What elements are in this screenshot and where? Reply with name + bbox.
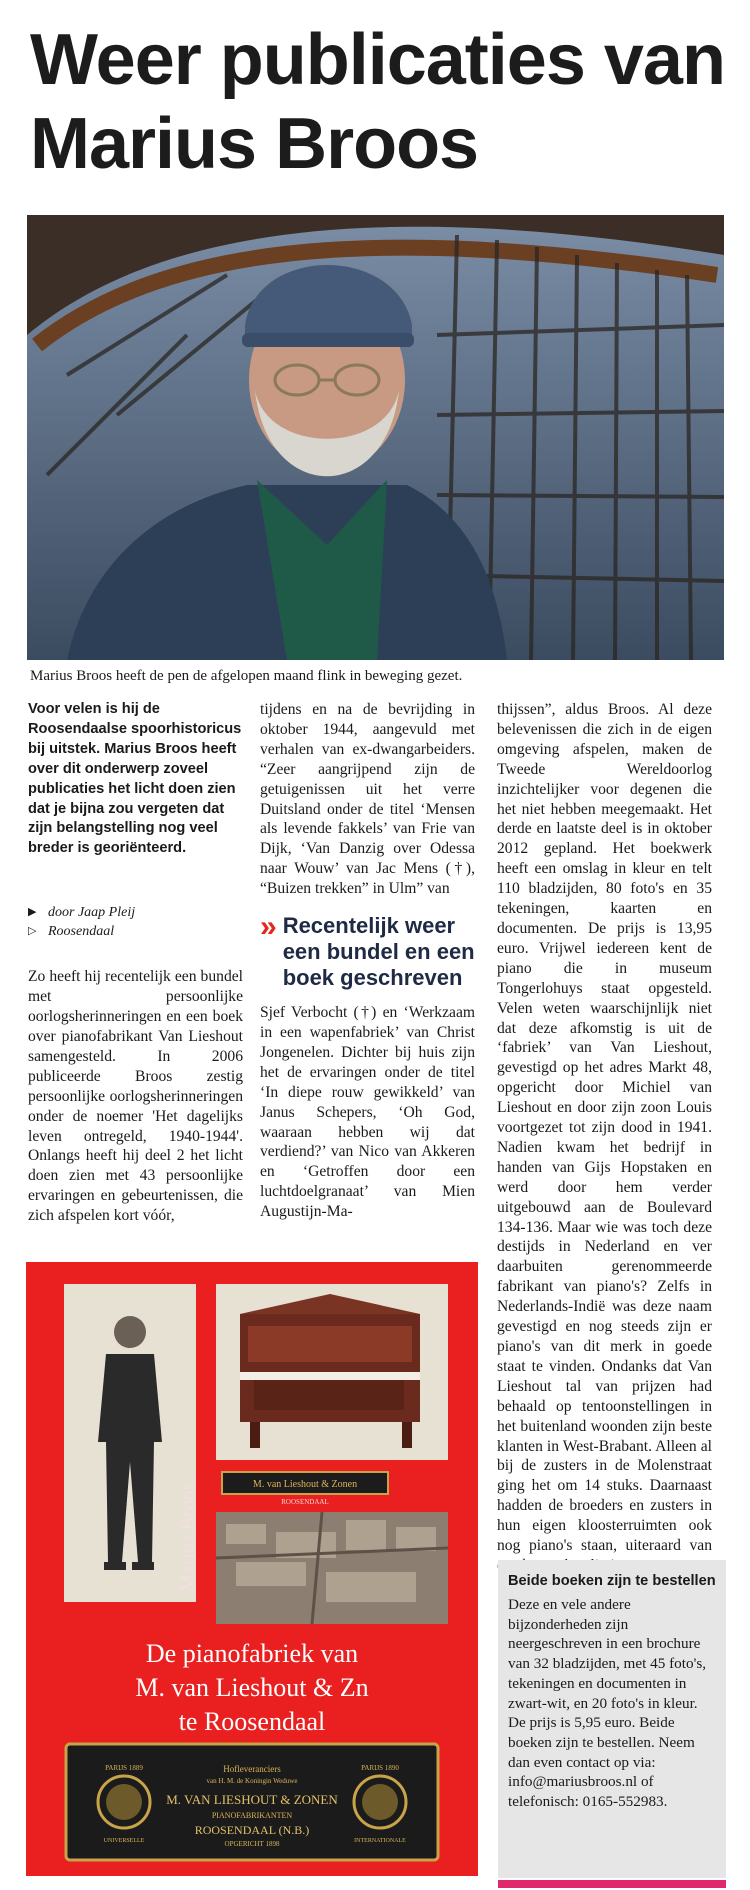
small-nameplate-sub: ROOSENDAAL [281,1498,329,1506]
plaque-line6: OPGERICHT 1898 [224,1840,280,1848]
byline [28,903,243,941]
plaque-line2: van H. M. de Koningin Weduwe [206,1777,298,1785]
book-cover [26,1262,478,1876]
article-column-3 [497,700,712,1576]
outline-triangle-bullet-icon: ▷ [28,925,37,938]
article-column-2 [260,700,475,1222]
pull-quote-text: Recentelijk weer een bundel en een boek geschreven [282,913,475,991]
pull-quote [260,910,475,991]
cover-title-line1: De pianofabriek van [145,1639,359,1668]
article-column-1 [28,700,243,1226]
cover-author-vertical: Marius Broos [177,1482,199,1592]
body-text-col2a: tijdens en na de bevrijding in oktober 1944, aangevuld met verhalen van ex-dwangarbeiders. “Zeer aangrijpend zijn de getuigenissen uit het verre Duitsland onder de titel ‘Mensen als levende fakkels’ van Frie van Dijk, ‘Van Danzig over Odessa naar Wouw’ van Jac Mens (†), “Buizen trekken” in Ulm” van [260,701,475,898]
medal-right-label: INTERNATIONALE [354,1838,406,1844]
body-text-col2b: Sjef Verbocht (†) en ‘Werkzaam in een wapenfabriek’ van Christ Jongenelen. Dichter bij huis zijn het de ervaringen onder de titel ‘In diepe rouw gewikkeld’ van Janus Schepers, ‘Oh God, waaraan hebben wij dat verdiend?’ van Nico van Akkeren en ‘Getroffen door een luchtdoelgranaat’ van Mien Augustijn-Ma- [260,1004,475,1221]
byline-place-row [28,922,243,941]
headline: Weer publicaties van Marius Broos [30,20,725,184]
info-box [498,1560,726,1878]
info-box-text: Deze en vele andere bijzonderheden zijn neergeschreven in een brochure van 32 bladzijden, met 45 foto's, tekeningen en documenten in zwart-wit, en 20 foto's in kleur. De prijs is 5,95 euro. Beide boeken zijn te bestellen. Neem dan even contact op via: info@mariusbroos.nl of telefonisch: 0165-552983. [508,1596,707,1811]
medal-right-year: PARIJS 1890 [361,1764,399,1772]
article-photo [27,215,724,660]
info-box-heading: Beide boeken zijn te bestellen [508,1573,716,1589]
accent-bar [498,1880,726,1888]
body-text-col3: thijssen”, aldus Broos. Al deze belevenissen die zich in de eigen omgeving afspelen, maken de Tweede Wereldoorlog inzichtelijker voor degenen die het niet hebben meegemaakt. Het derde en laatste deel is in oktober 2012 gepland. Het boekwerk heeft een omslag in kleur en telt 110 bladzijden, 80 foto's en 35 tekeningen, kaarten en documenten. De prijs is 13,95 euro. Vrijwel iedereen kent de piano die in museum Tongerlohuys staat opgesteld. Velen weten waarschijnlijk niet dat deze afkomstig is uit de ‘fabriek’ van Van Lieshout, gevestigd op het adres Markt 48, opgericht door Michiel van Lieshout en door zijn zoon Louis voortgezet tot zijn dood in 1941. Nadien kwam het bedrijf in handen van Gijs Hopstaken en werd door hem verder uitgebouwd aan de Boulevard 134-136. Maar wie was toch deze destijds in Nederland en ver daarbuiten gerenommeerde fabrikant van piano's? Zelfs in Nederlands-Indië was deze naam gevestigd en nog steeds zijn er piano's van dit merk in goede staat te vinden. Ondanks dat Van Lieshout tal van prijzen had behaald op tentoonstellingen in het buitenland woonden zijn beste klanten in West-Brabant. Alleen al bij de zusters in de Molenstraat ging het om 14 stuks. Daarnaast hadden de broeders en zusters in hun eigen kloosterruimten ook nog piano's staan, uiteraard van [497,701,712,1555]
medal-left-label: UNIVERSELLE [103,1838,145,1844]
body-text-col1: Zo heeft hij recentelijk een bundel met persoonlijke oorlogsherinneringen en een boek over pianofabrikant Van Lieshout samengesteld. In 2006 publiceerde Broos zestig persoonlijke oorlogsherinneringen onder de noemer 'Het dagelijks leven ontregeld, 1940-1944'. Onlangs heeft hij deel 2 het licht doen zien met 43 persoonlijke ervaringen en gebeurtenissen, die zich afspelen kort vóór, [28,968,243,1225]
plaque-line3: M. VAN LIESHOUT & ZONEN [166,1792,338,1807]
double-chevron-icon: » [260,910,273,944]
cover-title-line3: te Roosendaal [178,1707,326,1736]
byline-author-row [28,903,243,922]
medal-left-year: PARIJS 1889 [105,1764,143,1772]
plaque-line4: PIANOFABRIKANTEN [211,1811,293,1820]
byline-place: Roosendaal [48,924,115,940]
small-nameplate-text: M. van Lieshout & Zonen [252,1479,358,1490]
cover-title-line2: M. van Lieshout & Zn [135,1673,369,1702]
filled-triangle-bullet-icon: ▶ [28,906,37,919]
photo-caption: Marius Broos heeft de pen de afgelopen maand flink in beweging gezet. [30,668,463,684]
byline-author: door Jaap Pleij [48,905,136,921]
plaque-line1: Hofleveranciers [223,1764,281,1774]
article-intro: Voor velen is hij de Roosendaalse spoorhistoricus bij uitstek. Marius Broos heeft over dit onderwerp zoveel publicaties het licht doen zien dat je bijna zou vergeten dat zijn belangstelling nog veel breder is georiënteerd. [28,701,242,857]
plaque-line5: ROOSENDAAL (N.B.) [194,1823,310,1837]
